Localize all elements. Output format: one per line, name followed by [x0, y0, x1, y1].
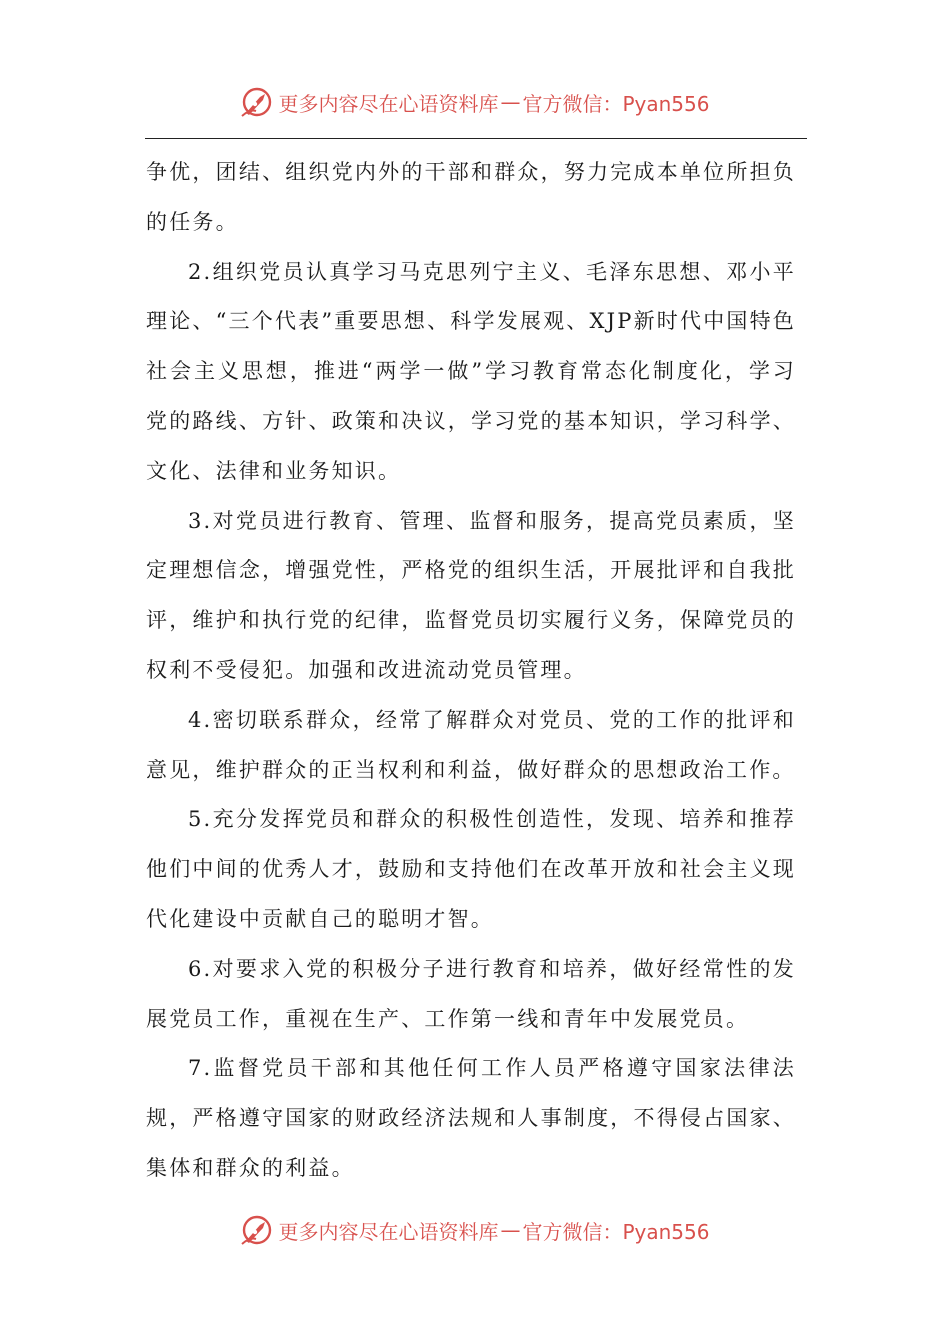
paragraph-item-3: 3.对党员进行教育、管理、监督和服务，提高党员素质，坚定理想信念，增强党性，严格党的组织生活，开展批评和自我批评，维护和执行党的纪律，监督党员切实履行义务，保障党员的权利不受侵犯。加强和改进流动党员管理。 — [146, 508, 796, 682]
header-banner-separator: — — [500, 90, 521, 114]
document-body — [146, 148, 796, 1194]
header-divider — [145, 138, 807, 139]
paragraph-item-4: 4.密切联系群众，经常了解群众对党员、党的工作的批评和意见，维护群众的正当权利和利益，做好群众的思想政治工作。 — [146, 707, 796, 782]
paragraph-item-7: 7.监督党员干部和其他任何工作人员严格遵守国家法律法规，严格遵守国家的财政经济法规和人事制度，不得侵占国家、集体和群众的利益。 — [146, 1056, 796, 1180]
header-banner-wechat: 官方微信：Pyan556 — [522, 91, 710, 116]
footer-banner-separator: — — [500, 1218, 521, 1242]
header-banner-main: 更多内容尽在心语资料库 — [278, 91, 499, 116]
pen-nib-logo-icon — [240, 85, 274, 119]
footer-banner — [0, 1210, 950, 1250]
paragraph-item-2: 2.组织党员认真学习马克思列宁主义、毛泽东思想、邓小平理论、“三个代表”重要思想、科学发展观、XJP新时代中国特色社会主义思想，推进“两学一做”学习教育常态化制度化，学习党的路线、方针、政策和决议，学习党的基本知识，学习科学、文化、法律和业务知识。 — [146, 259, 796, 483]
pen-nib-logo-icon — [240, 1213, 274, 1247]
footer-banner-wechat: 官方微信：Pyan556 — [522, 1219, 710, 1244]
footer-banner-main: 更多内容尽在心语资料库 — [278, 1219, 499, 1244]
paragraph-item-6: 6.对要求入党的积极分子进行教育和培养，做好经常性的发展党员工作，重视在生产、工作第一线和青年中发展党员。 — [146, 956, 796, 1031]
paragraph-continuation: 争优，团结、组织党内外的干部和群众，努力完成本单位所担负的任务。 — [146, 160, 796, 234]
header-banner — [0, 82, 950, 122]
paragraph-item-5: 5.充分发挥党员和群众的积极性创造性，发现、培养和推荐他们中间的优秀人才，鼓励和支持他们在改革开放和社会主义现代化建设中贡献自己的聪明才智。 — [146, 807, 796, 931]
